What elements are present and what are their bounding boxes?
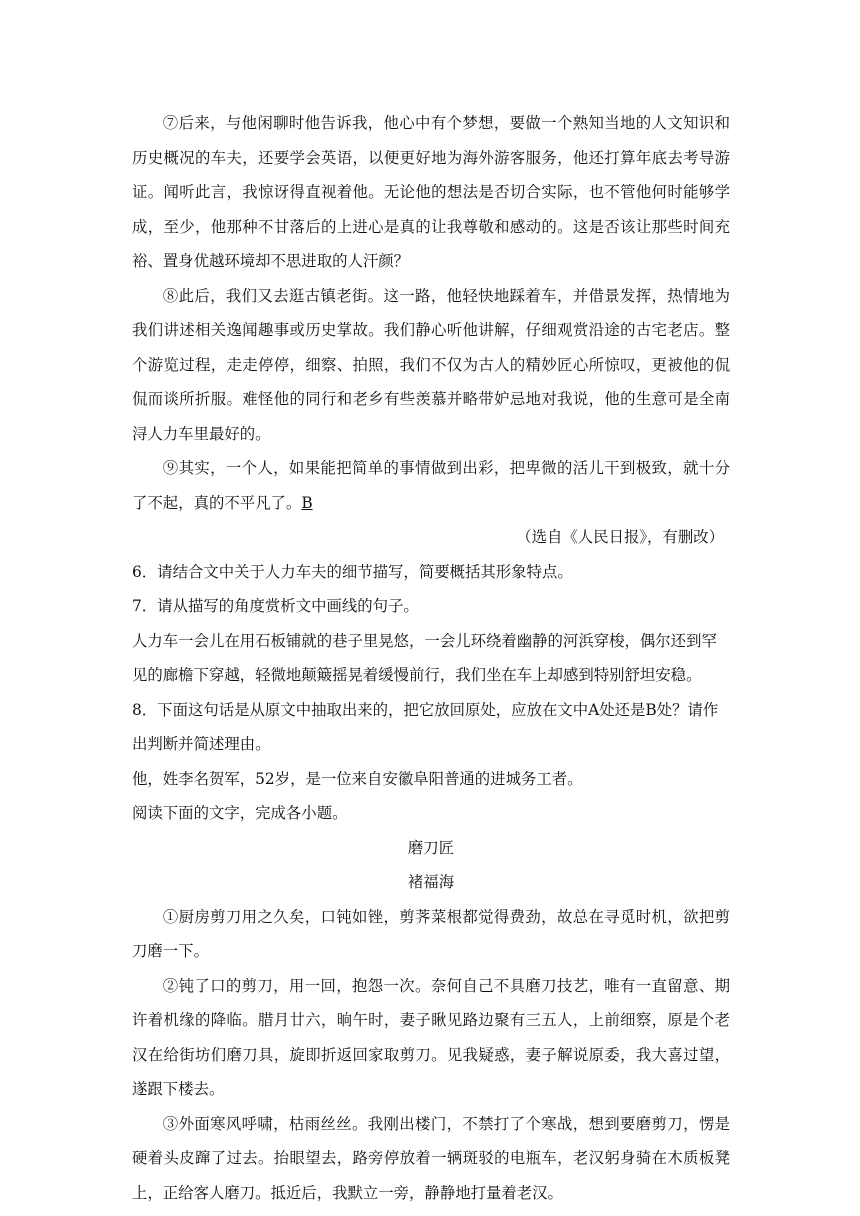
paragraph-8: ⑧此后，我们又去逛古镇老街。这一路，他轻快地踩着车，并借景发挥，热情地为我们讲述相关逸闻趣事或历史掌故。我们静心听他讲解，仔细观赏沿途的古宅老店。整个游览过程，走走停停，细察、拍照，我们不仅为古人的精妙匠心所惊叹，更被他的侃侃而谈所折服。难怪他的同行和老乡有些羡慕并略带妒忌地对我说，他的生意可是全南浔人力车里最好的。 bbox=[132, 286, 730, 443]
article-paragraph-1: ①厨房剪刀用之久矣，口钝如锉，剪荠菜根都觉得费劲，故总在寻觅时机，欲把剪刀磨一下。 bbox=[132, 907, 730, 960]
article-paragraph-2: ②钝了口的剪刀，用一回，抱怨一次。奈何自己不具磨刀技艺，唯有一直留意、期许着机缘的降临。腊月廿六，晌午时，妻子瞅见路边聚有三五人，上前细察，原是个老汉在给街坊们磨刀具，旋即折返回家取剪刀。见我疑惑，妻子解说原委，我大喜过望，遂跟下楼去。 bbox=[132, 976, 730, 1098]
question-7: 7．请从描写的角度赏析文中画线的句子。 bbox=[132, 597, 419, 615]
question-8-sentence: 他，姓李名贺军，52岁，是一位来自安徽阜阳普通的进城务工者。 bbox=[132, 769, 583, 788]
reading-instruction: 阅读下面的文字，完成各小题。 bbox=[132, 804, 348, 822]
article-title: 磨刀匠 bbox=[407, 838, 455, 857]
question-8: 8．下面这句话是从原文中抽取出来的，把它放回原处，应放在文中A处还是B处？请作出判断并简述理由。 bbox=[132, 700, 719, 753]
source-note: （选自《人民日报》，有删改） bbox=[516, 528, 724, 546]
insert-marker-b: B bbox=[301, 493, 313, 512]
article-author: 褚福海 bbox=[407, 873, 455, 891]
article-paragraph-3: ③外面寒风呼啸，枯雨丝丝。我刚出楼门，不禁打了个寒战，想到要磨剪刀，愣是硬着头皮蹿了过去。抬眼望去，路旁停放着一辆斑驳的电瓶车，老汉躬身骑在木质板凳上，正给客人磨刀。抵近后，我默立一旁，静静地打量着老汉。 bbox=[132, 1114, 730, 1202]
question-7-sentence: 人力车一会儿在用石板铺就的巷子里晃悠，一会儿环绕着幽静的河浜穿梭，偶尔还到罕见的廊檐下穿越，轻微地颠簸摇晃着缓慢前行，我们坐在车上却感到特别舒坦安稳。 bbox=[132, 631, 717, 684]
question-6: 6．请结合文中关于人力车夫的细节描写，简要概括其形象特点。 bbox=[132, 562, 573, 581]
paragraph-9-text: ⑨其实，一个人，如果能把简单的事情做到出彩，把卑微的活儿干到极致，就十分了不起，真的不平凡了。 bbox=[132, 459, 730, 512]
paragraph-9 bbox=[132, 451, 730, 520]
paragraph-7: ⑦后来，与他闲聊时他告诉我，他心中有个梦想，要做一个熟知当地的人文知识和历史概况的车夫，还要学会英语，以便更好地为海外游客服务，他还打算年底去考导游证。闻听此言，我惊讶得直视着他。无论他的想法是否切合实际，也不管他何时能够学成，至少，他那种不甘落后的上进心是真的让我尊敬和感动的。这是否该让那些时间充裕、置身优越环境却不思进取的人汗颜？ bbox=[132, 114, 730, 270]
document-content bbox=[132, 106, 730, 1210]
